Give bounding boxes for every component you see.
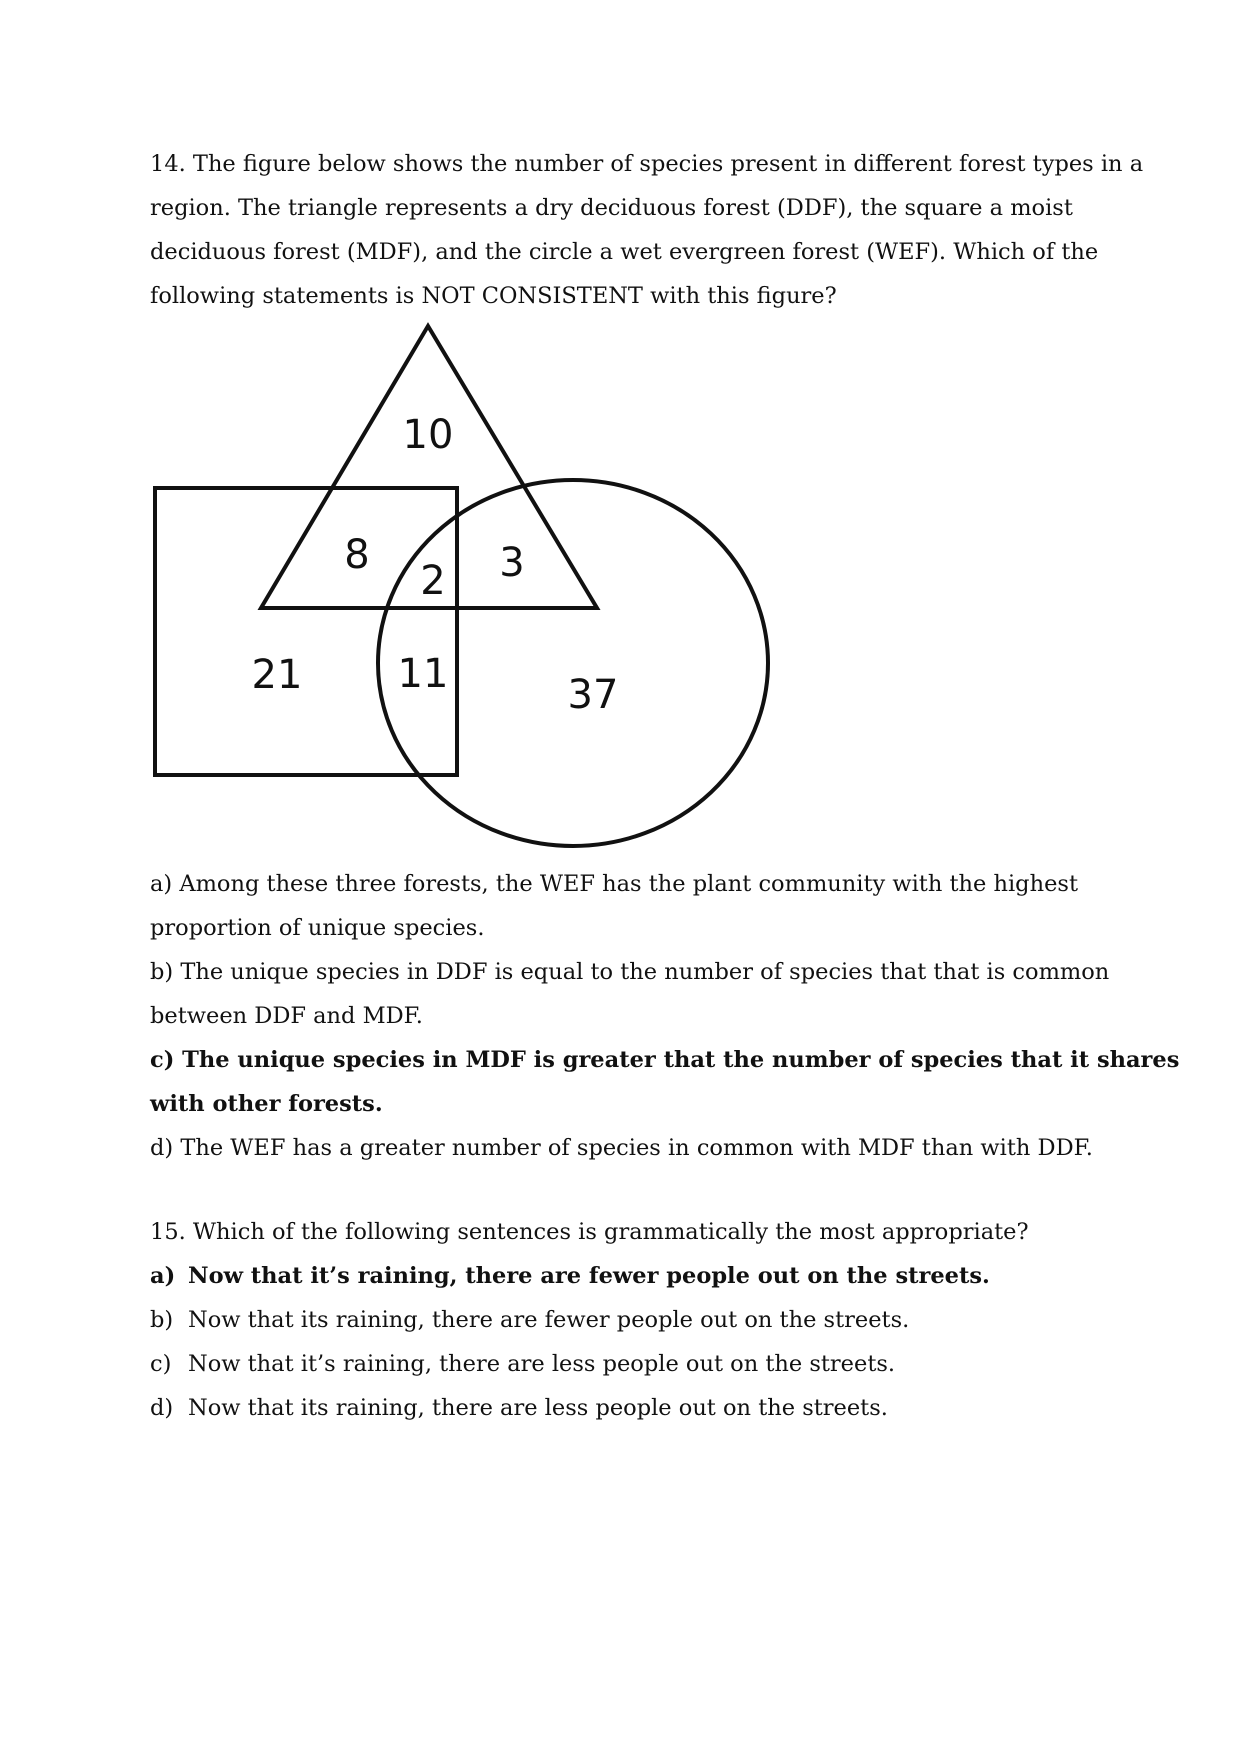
wef-only-count: 37	[567, 672, 619, 718]
mdf-only-count: 21	[251, 652, 303, 698]
q15-stem: 15. Which of the following sentences is grammatically the most appropriate?	[150, 1219, 1029, 1245]
q14-stem	[150, 142, 1144, 318]
q14-stem-line: deciduous forest (MDF), and the circle a wet evergreen forest (WEF). Which of the	[150, 239, 1099, 265]
q14-option-d-line: d) The WEF has a greater number of species in common with MDF than with DDF.	[150, 1135, 1093, 1161]
option-label: c)	[150, 1351, 172, 1377]
option-text: Now that its raining, there are less people out on the streets.	[188, 1395, 888, 1421]
option-label: d)	[150, 1395, 174, 1421]
q15-option-c	[150, 1342, 1090, 1386]
venn-diagram	[140, 318, 790, 858]
option-text: Now that it’s raining, there are fewer people out on the streets.	[188, 1263, 990, 1289]
all-three-count: 2	[420, 558, 446, 604]
mdf-wef-count: 11	[397, 651, 449, 697]
option-text: Now that it’s raining, there are less people out on the streets.	[188, 1351, 896, 1377]
ddf-mdf-count: 8	[344, 532, 370, 578]
q14-stem-line: following statements is NOT CONSISTENT with this figure?	[150, 283, 837, 309]
q14-option-b-line: b) The unique species in DDF is equal to the number of species that that is common	[150, 959, 1110, 985]
q15-option-d	[150, 1386, 1090, 1430]
q15-option-b	[150, 1298, 1090, 1342]
q14-stem-line: region. The triangle represents a dry deciduous forest (DDF), the square a moist	[150, 195, 1073, 221]
ddf-only-count: 10	[402, 412, 454, 458]
q14-option-a-line: a) Among these three forests, the WEF has the plant community with the highest	[150, 871, 1078, 897]
q14-stem-line: 14. The figure below shows the number of species present in different forest types in a	[150, 151, 1144, 177]
q14-option-a-line: proportion of unique species.	[150, 915, 485, 941]
option-label: a)	[150, 1263, 176, 1289]
q14-options	[150, 862, 1180, 1170]
q14-option-c-line: with other forests.	[150, 1091, 383, 1117]
q15	[150, 1210, 1090, 1430]
option-text: Now that its raining, there are fewer people out on the streets.	[188, 1307, 910, 1333]
q14-option-c-line: c) The unique species in MDF is greater that the number of species that it shares	[150, 1047, 1180, 1073]
q15-option-a	[150, 1254, 1090, 1298]
q14-option-b-line: between DDF and MDF.	[150, 1003, 423, 1029]
venn-figure	[140, 318, 790, 858]
ddf-wef-count: 3	[499, 540, 525, 586]
option-label: b)	[150, 1307, 174, 1333]
